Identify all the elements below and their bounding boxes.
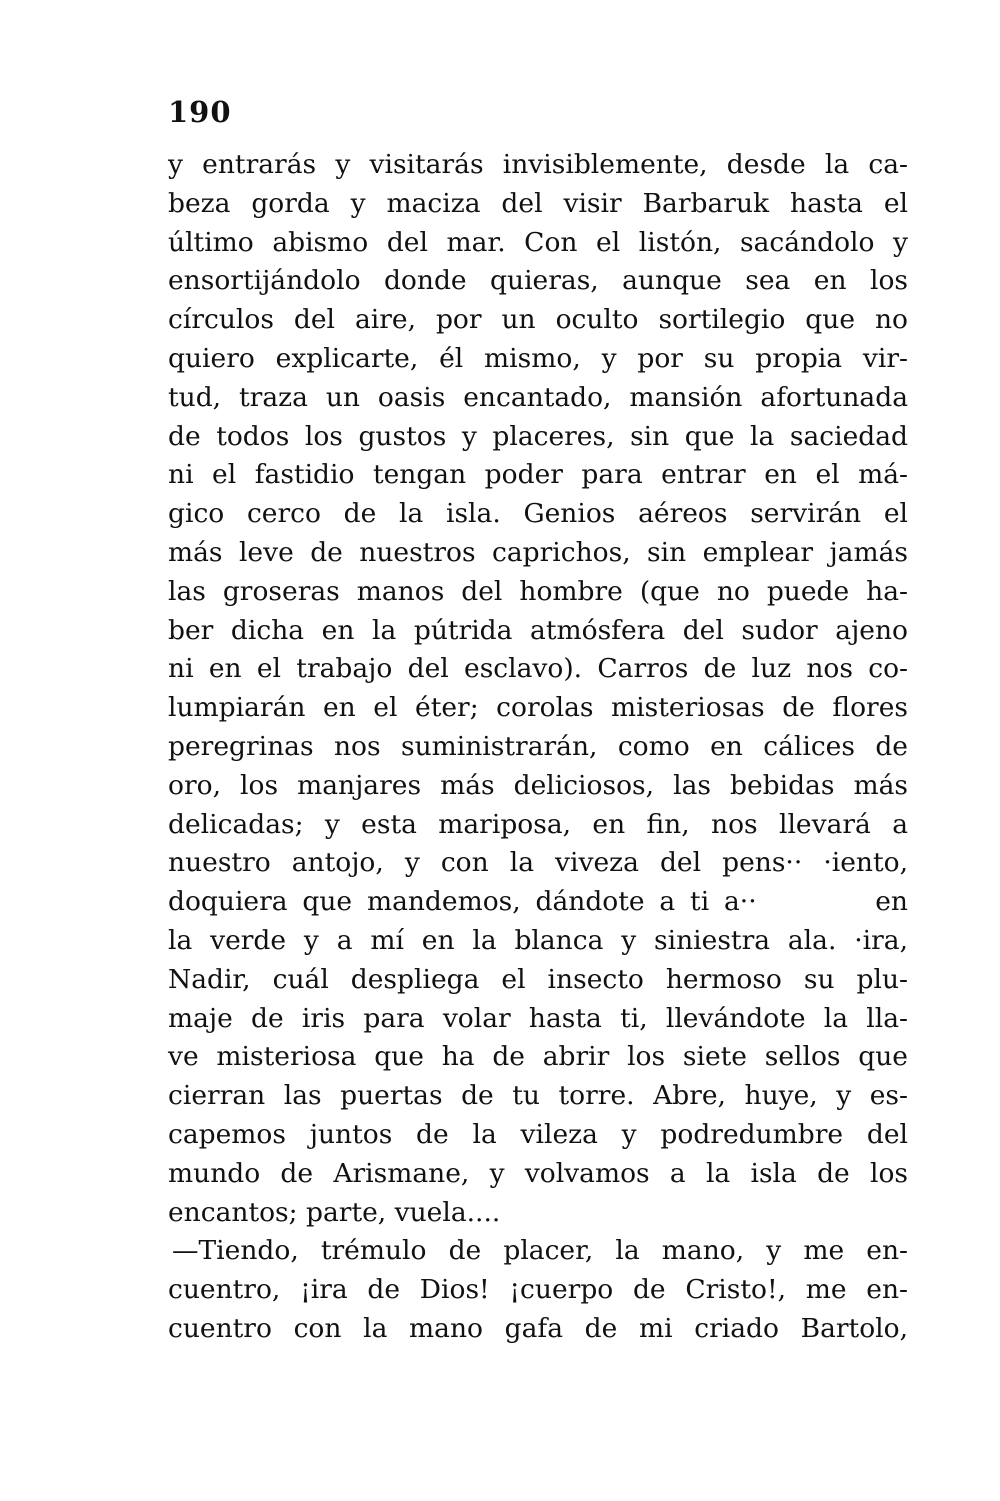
text-line: quiero explicarte, él mismo, y por su propia vir- <box>168 342 908 374</box>
text-line: mundo de Arismane, y volvamos a la isla de los <box>168 1157 908 1189</box>
text-line: beza gorda y maciza del visir Barbaruk hasta el <box>168 187 908 219</box>
text-line: ni en el trabajo del esclavo). Carros de luz nos co- <box>168 653 908 685</box>
text-line: oro, los manjares más deliciosos, las bebidas más <box>168 769 908 801</box>
text-line: y entrarás y visitarás invisiblemente, desde la ca- <box>168 149 908 180</box>
text-line: las groseras manos del hombre (que no puede ha- <box>168 575 908 607</box>
paragraph-start-line: —Tiendo, trémulo de placer, la mano, y me en- <box>172 1235 908 1267</box>
text-line: ensortijándolo donde quieras, aunque sea en los <box>168 265 908 297</box>
text-line: cuentro, ¡ira de Dios! ¡cuerpo de Cristo!, me en- <box>168 1274 908 1306</box>
text-line: gico cerco de la isla. Genios aéreos servirán el <box>168 498 908 530</box>
text-line: la verde y a mí en la blanca y siniestra ala. ·ira, <box>168 924 908 956</box>
text-line: último abismo del mar. Con el listón, sacándolo y <box>168 226 908 258</box>
text-line: cuentro con la mano gafa de mi criado Bartolo, <box>168 1312 908 1344</box>
text-line: capemos juntos de la vileza y podredumbre del <box>168 1118 908 1150</box>
text-line: delicadas; y esta mariposa, en fin, nos llevará a <box>168 808 908 840</box>
text-line: más leve de nuestros caprichos, sin emplear jamás <box>168 536 908 568</box>
page-number: 190 <box>168 95 232 129</box>
text-line: lumpiarán en el éter; corolas misteriosas de flores <box>168 692 908 724</box>
text-line: de todos los gustos y placeres, sin que la saciedad <box>168 420 908 452</box>
text-line: doquiera que mandemos, dándote a ti a·· en <box>168 886 908 918</box>
text-line: ber dicha en la pútrida atmósfera del sudor ajeno <box>168 614 908 646</box>
text-line: peregrinas nos suministrarán, como en cálices de <box>168 730 908 762</box>
text-line: ni el fastidio tengan poder para entrar en el má- <box>168 459 908 491</box>
text-line: tud, traza un oasis encantado, mansión afortunada <box>168 381 908 413</box>
text-line: Nadir, cuál despliega el insecto hermoso su plu- <box>168 963 908 995</box>
text-line: maje de iris para volar hasta ti, llevándote la lla- <box>168 1002 908 1034</box>
text-line: círculos del aire, por un oculto sortilegio que no <box>168 304 908 336</box>
paragraph-end-line: encantos; parte, vuela.... <box>168 1196 501 1228</box>
text-line: cierran las puertas de tu torre. Abre, huye, y es- <box>168 1080 908 1112</box>
text-line: nuestro antojo, y con la viveza del pens·· ·iento, <box>168 847 908 879</box>
text-line: ve misteriosa que ha de abrir los siete sellos que <box>168 1041 908 1073</box>
body-text <box>168 146 908 1349</box>
